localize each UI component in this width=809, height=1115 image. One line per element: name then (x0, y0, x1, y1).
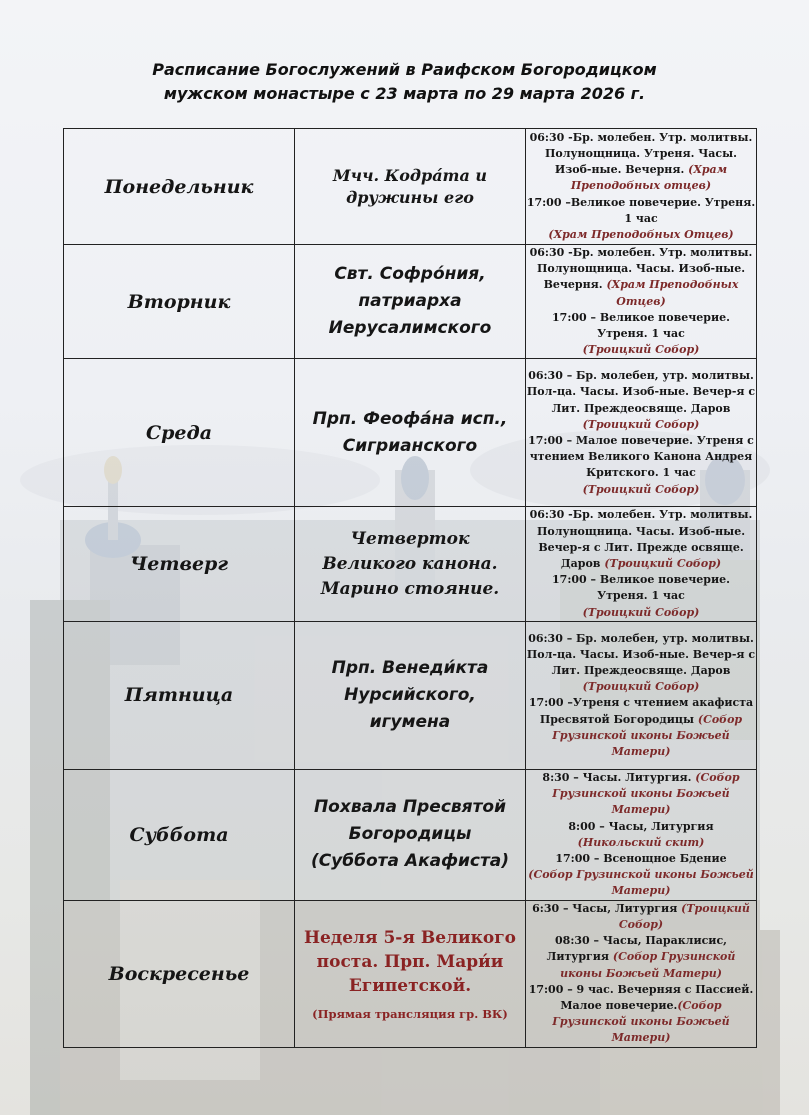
service-text: 17:00 – Великое повечерие. Утреня. 1 час (552, 310, 730, 341)
day-name: Воскресенье (64, 900, 295, 1047)
schedule-title (0, 58, 809, 106)
service-location: (Собор Грузинской иконы Божьей Матери) (560, 950, 736, 980)
service-text: 08:30 – Часы, Параклисис, Литургия (546, 934, 727, 964)
service-location: (Собор Грузинской иконы Божьей Матери) (552, 999, 730, 1045)
services-cell (526, 769, 757, 900)
service-entry (526, 819, 756, 851)
service-text: 17:00 –Утреня с чтением акафиста Пресвятой Богородицы (528, 696, 754, 726)
service-entry (526, 631, 756, 696)
services-cell (526, 900, 757, 1047)
service-text: 8:30 – Часы. Литургия. (542, 771, 692, 785)
feast-line: дружины его (346, 187, 474, 207)
service-location: (Собор Грузинской иконы Божьей Матери) (552, 712, 743, 758)
service-location: (Никольский скит) (577, 835, 705, 849)
service-entry (526, 310, 756, 359)
feast-cell (295, 359, 526, 507)
service-entry (526, 507, 756, 572)
feast-line: Мчч. Кодра́та и (332, 165, 488, 185)
feast-line: Прп. Венеди́кта (331, 657, 489, 678)
service-entry (526, 982, 756, 1047)
table-row (64, 900, 757, 1047)
feast-line: Египетской. (348, 975, 472, 996)
title-line-2: мужском монастыре с 23 марта по 29 марта 2026 г. (163, 84, 646, 103)
service-entry (526, 195, 756, 244)
service-text: 17:00 –Великое повечерие. Утреня. 1 час (526, 195, 756, 225)
feast-line: Свт. Софро́ния, (334, 264, 486, 285)
services-cell (526, 129, 757, 245)
service-location: (Троицкий Собор) (582, 417, 700, 431)
service-text: 06:30 – Бр. молебен, утр. молитвы. Пол-ца. Часы. Изоб-ные. Вечер-я с Лит. Преждеосвяще. Даров (526, 631, 756, 677)
service-location: (Троицкий Собор) (618, 901, 750, 932)
service-entry (526, 695, 756, 760)
service-text: 8:00 – Часы, Литургия (568, 819, 714, 833)
feast-cell (295, 769, 526, 900)
table-row (64, 507, 757, 621)
service-location: (Троицкий Собор) (582, 680, 700, 694)
service-location: (Троицкий Собор) (582, 343, 700, 357)
schedule-table (63, 128, 757, 1048)
service-location: (Храм Преподобных Отцев) (606, 278, 739, 308)
service-entry (526, 770, 756, 819)
feast-cell (295, 621, 526, 769)
services-cell (526, 621, 757, 769)
service-text: 17:00 – 9 час. Вечерняя с Пассией. Малое повечерие. (528, 982, 754, 1013)
service-location: (Храм Преподобных Отцев) (548, 228, 734, 241)
feast-cell (295, 900, 526, 1047)
service-entry (526, 433, 756, 498)
feast-cell (295, 129, 526, 245)
day-name: Четверг (64, 507, 295, 621)
table-row (64, 129, 757, 245)
service-location: (Троицкий Собор) (582, 605, 700, 619)
feast-line: Похвала Пресвятой (313, 797, 507, 818)
service-entry (526, 851, 756, 900)
service-location: (Храм Преподобных отцев) (570, 163, 728, 193)
service-text: 17:00 – Малое повечерие. Утреня с чтением Великого Канона Андрея Критского. 1 час (528, 433, 754, 480)
feast-line: Четверток (350, 528, 470, 549)
feast-line: поста. Прп. Мари́и (316, 951, 504, 972)
feast-line: Неделя 5-я Великого (303, 927, 516, 948)
broadcast-note: (Прямая трансляция гр. ВК) (312, 1006, 508, 1021)
day-name: Вторник (64, 245, 295, 359)
feast-line: Богородицы (348, 824, 472, 845)
feast-cell (295, 507, 526, 621)
service-text: 17:00 – Всенощное Бдение (555, 852, 727, 866)
feast-line: патриарха (358, 291, 462, 312)
feast-line: Марино стояние. (320, 578, 500, 599)
service-location: (Собор Грузинской иконы Божьей Матери) (552, 771, 740, 817)
service-text: 06:30 – Бр. молебен, утр. молитвы. Пол-ца. Часы. Изоб-ные. Вечер-я с Лит. Преждеосвяще. Даров (526, 369, 756, 415)
day-name: Среда (64, 359, 295, 507)
feast-line: Великого канона. (322, 553, 498, 574)
feast-line: Нурсийского, (344, 684, 476, 705)
service-location: (Троицкий Собор) (582, 482, 700, 496)
day-name: Суббота (64, 769, 295, 900)
service-entry (526, 933, 756, 982)
feast-line: Сигрианского (342, 435, 478, 456)
service-entry (526, 245, 756, 310)
service-text: 6:30 – Часы, Литургия (532, 901, 678, 915)
service-entry (526, 901, 756, 933)
service-entry (526, 368, 756, 433)
table-row (64, 769, 757, 900)
service-text: 17:00 – Великое повечерие. Утреня. 1 час (552, 573, 730, 603)
service-text: 06:30 -Бр. молебен. Утр. молитвы. Полунощница. Часы. Изоб-ные. Вечер-я с Лит. Преждe освяще. Даров (529, 508, 753, 571)
table-row (64, 245, 757, 359)
services-cell (526, 359, 757, 507)
service-location: (Троицкий Собор) (604, 557, 722, 571)
service-text: 06:30 -Бр. молебен. Утр. молитвы. Полунощница. Часы. Изоб-ные. Вечерня. (529, 246, 753, 292)
service-entry (526, 130, 756, 195)
title-line-1: Расписание Богослужений в Раифском Богородицком (152, 60, 657, 79)
services-cell (526, 507, 757, 621)
feast-cell (295, 245, 526, 359)
service-text: 06:30 -Бр. молебен. Утр. молитвы. Полунощница. Утреня. Часы. Изоб-ные. Вечерня. (529, 130, 753, 177)
feast-line: Прп. Феофа́на исп., (312, 408, 508, 429)
service-location: (Собор Грузинской иконы Божьей Матери) (528, 868, 754, 898)
feast-line: Иерусалимского (328, 318, 492, 339)
feast-line: (Суббота Акафиста) (310, 851, 510, 872)
feast-line: игумена (369, 711, 451, 732)
day-name: Понедельник (64, 129, 295, 245)
table-row (64, 359, 757, 507)
service-entry (526, 572, 756, 621)
table-row (64, 621, 757, 769)
services-cell (526, 245, 757, 359)
day-name: Пятница (64, 621, 295, 769)
